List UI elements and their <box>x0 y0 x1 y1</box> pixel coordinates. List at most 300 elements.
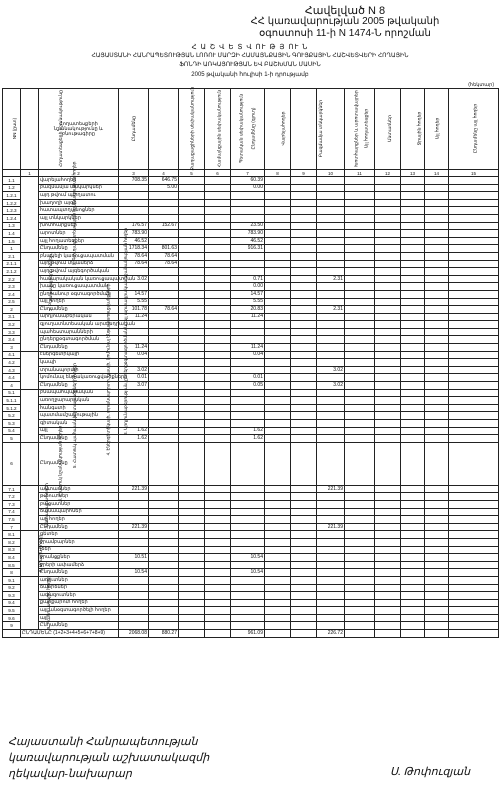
value-cell <box>179 268 205 276</box>
table-row <box>3 192 499 200</box>
value-cell <box>317 283 345 291</box>
value-cell <box>231 508 265 516</box>
value-cell <box>425 412 449 420</box>
row-number: 9.2 <box>3 584 21 592</box>
value-cell <box>375 516 401 524</box>
table-row <box>3 493 499 501</box>
value-cell <box>231 359 265 367</box>
row-name: քարքարոտ հողեր <box>39 599 119 607</box>
value-cell: 60.39 <box>231 177 265 185</box>
value-cell <box>345 184 375 192</box>
value-cell <box>401 230 425 238</box>
value-cell <box>149 607 179 615</box>
value-cell <box>375 222 401 230</box>
section-label: 3. Արդյունաբերության, ընդերքօգտագործման և այլ արտադրական նշանակության հողեր <box>122 228 128 436</box>
column-header-label: Վարելահողեր <box>280 111 286 146</box>
column-header-label: Այլ հողեր <box>434 117 440 140</box>
value-cell <box>425 607 449 615</box>
value-cell <box>291 500 317 508</box>
value-cell <box>119 192 149 200</box>
value-cell <box>425 230 449 238</box>
row-name: խաղողի այգի <box>39 199 119 207</box>
table-row <box>3 290 499 298</box>
value-cell: 176.57 <box>119 222 149 230</box>
value-cell <box>401 366 425 374</box>
value-cell <box>265 192 291 200</box>
value-cell <box>449 328 499 336</box>
row-name: պահեստարանների <box>39 328 119 336</box>
value-cell <box>149 614 179 622</box>
value-cell: 5.55 <box>231 298 265 306</box>
value-cell <box>179 184 205 192</box>
value-cell <box>375 382 401 390</box>
value-cell <box>205 351 231 359</box>
row-name: այլ հողեր <box>39 516 119 524</box>
value-cell <box>375 508 401 516</box>
value-cell <box>265 382 291 390</box>
value-cell <box>449 207 499 215</box>
value-cell <box>119 207 149 215</box>
value-cell <box>179 245 205 253</box>
row-name: այլ <box>39 427 119 435</box>
value-cell <box>401 306 425 314</box>
value-cell <box>291 252 317 260</box>
value-cell <box>205 283 231 291</box>
value-cell <box>265 427 291 435</box>
value-cell <box>425 485 449 493</box>
value-cell: 3.02 <box>317 382 345 390</box>
value-cell <box>265 207 291 215</box>
value-cell <box>205 230 231 238</box>
value-cell <box>149 366 179 374</box>
value-cell <box>317 493 345 501</box>
value-cell <box>265 607 291 615</box>
value-cell <box>425 435 449 443</box>
value-cell <box>179 290 205 298</box>
value-cell: 78.64 <box>119 252 149 260</box>
value-cell <box>317 397 345 405</box>
value-cell <box>449 382 499 390</box>
value-cell <box>265 184 291 192</box>
value-cell <box>317 245 345 253</box>
row-name: տրանսպորտի <box>39 366 119 374</box>
value-cell <box>179 420 205 428</box>
row-number: 8.1 <box>3 531 21 539</box>
value-cell: 78.64 <box>149 260 179 268</box>
value-cell <box>401 500 425 508</box>
value-cell <box>375 237 401 245</box>
column-header <box>375 89 401 170</box>
value-cell <box>179 389 205 397</box>
column-header-label: NN (ըստ) <box>12 117 18 140</box>
value-cell <box>231 321 265 329</box>
row-number: 7 <box>3 523 21 531</box>
value-cell <box>345 442 375 485</box>
value-cell <box>317 298 345 306</box>
value-cell <box>317 374 345 382</box>
value-cell <box>205 500 231 508</box>
row-name: այլ <box>39 614 119 622</box>
row-name: աղուտներ <box>39 576 119 584</box>
section-label: 4. Էներգետիկայի, տրանսպորտի, կապի, կոմունալ ենթակառուցվածքների <box>105 283 111 456</box>
value-cell <box>205 554 231 562</box>
value-cell <box>401 538 425 546</box>
row-name: ջրերի ափամերձ <box>39 561 119 569</box>
value-cell <box>231 328 265 336</box>
value-cell <box>401 607 425 615</box>
value-cell <box>401 237 425 245</box>
value-cell <box>449 306 499 314</box>
column-number: 10 <box>317 170 345 177</box>
value-cell <box>425 237 449 245</box>
value-cell <box>375 306 401 314</box>
value-cell <box>265 222 291 230</box>
value-cell <box>205 237 231 245</box>
value-cell <box>265 493 291 501</box>
value-cell <box>179 516 205 524</box>
row-number: 9 <box>3 622 21 630</box>
value-cell <box>345 207 375 215</box>
value-cell <box>449 366 499 374</box>
table-header-row <box>3 89 499 170</box>
value-cell <box>205 397 231 405</box>
table-row <box>3 237 499 245</box>
value-cell: 11.24 <box>119 313 149 321</box>
value-cell <box>231 336 265 344</box>
value-cell <box>375 184 401 192</box>
value-cell <box>205 508 231 516</box>
value-cell <box>291 508 317 516</box>
value-cell <box>317 230 345 238</box>
column-number: 6 <box>205 170 231 177</box>
value-cell <box>449 500 499 508</box>
value-cell <box>401 290 425 298</box>
value-cell <box>449 351 499 359</box>
value-cell <box>265 290 291 298</box>
value-cell <box>149 230 179 238</box>
value-cell <box>317 184 345 192</box>
value-cell <box>425 592 449 600</box>
value-cell <box>205 493 231 501</box>
table-row <box>3 321 499 329</box>
value-cell <box>291 177 317 185</box>
row-name: կոմունալ ենթակառուցվածքների <box>40 374 128 381</box>
row-name: գյուղատնտեսական արտադրական <box>40 321 136 328</box>
value-cell <box>317 576 345 584</box>
value-cell <box>375 374 401 382</box>
value-cell <box>401 561 425 569</box>
value-cell <box>425 321 449 329</box>
row-name: Ընդամենը <box>39 306 119 314</box>
value-cell <box>345 268 375 276</box>
value-cell <box>205 366 231 374</box>
row-number: 1.2 <box>3 184 21 192</box>
value-cell: 2.31 <box>317 306 345 314</box>
value-cell <box>265 538 291 546</box>
table-row <box>3 546 499 554</box>
total-row <box>3 630 499 638</box>
value-cell <box>425 222 449 230</box>
value-cell <box>149 290 179 298</box>
value-cell <box>149 192 179 200</box>
value-cell <box>375 283 401 291</box>
value-cell <box>401 328 425 336</box>
value-cell <box>449 538 499 546</box>
row-name: հանգստի <box>39 404 119 412</box>
value-cell <box>425 351 449 359</box>
value-cell: 708.35 <box>119 177 149 185</box>
total-value <box>449 630 499 638</box>
value-cell: 0.71 <box>231 275 265 283</box>
value-cell <box>265 420 291 428</box>
row-number: 3.4 <box>3 336 21 344</box>
value-cell <box>449 230 499 238</box>
value-cell <box>265 252 291 260</box>
signatory-name: Ս. Թոփուզյան <box>390 766 471 778</box>
value-cell <box>401 245 425 253</box>
value-cell <box>317 222 345 230</box>
row-name: այլ հողատեսքեր <box>39 237 119 245</box>
value-cell <box>449 592 499 600</box>
value-cell <box>401 531 425 539</box>
value-cell <box>265 622 291 630</box>
value-cell: 101.78 <box>119 306 149 314</box>
value-cell: 10.54 <box>119 569 149 577</box>
value-cell <box>345 252 375 260</box>
value-cell <box>425 260 449 268</box>
value-cell <box>265 500 291 508</box>
value-cell <box>149 283 179 291</box>
value-cell <box>205 344 231 352</box>
column-header-label: Այլ հողատեսքեր <box>363 108 369 149</box>
value-cell <box>345 493 375 501</box>
value-cell <box>149 531 179 539</box>
value-cell <box>449 493 499 501</box>
value-cell: 2.31 <box>317 275 345 283</box>
value-cell <box>231 538 265 546</box>
table-row <box>3 592 499 600</box>
value-cell <box>149 508 179 516</box>
value-cell <box>449 412 499 420</box>
value-cell <box>449 404 499 412</box>
value-cell <box>205 328 231 336</box>
value-cell <box>345 508 375 516</box>
row-name: խոտհարքներ <box>39 222 119 230</box>
table-row <box>3 523 499 531</box>
value-cell <box>291 427 317 435</box>
value-cell <box>231 260 265 268</box>
value-cell <box>291 397 317 405</box>
value-cell: 11.24 <box>231 344 265 352</box>
column-header <box>39 89 119 170</box>
value-cell <box>265 561 291 569</box>
column-header <box>449 89 499 170</box>
value-cell <box>179 275 205 283</box>
value-cell <box>205 516 231 524</box>
value-cell <box>425 199 449 207</box>
row-number: 2.1.2 <box>3 268 21 276</box>
value-cell <box>231 523 265 531</box>
value-cell <box>179 328 205 336</box>
value-cell <box>425 207 449 215</box>
value-cell <box>205 599 231 607</box>
value-cell: 1.62 <box>231 435 265 443</box>
value-cell <box>291 561 317 569</box>
value-cell <box>345 222 375 230</box>
total-value <box>375 630 401 638</box>
value-cell <box>375 538 401 546</box>
column-number: 12 <box>375 170 401 177</box>
column-header-label: Քաղաքացիների սեփականություն <box>189 86 195 171</box>
table-row <box>3 245 499 253</box>
signatory-title-line-1: Հայաստանի Հանրապետության <box>8 736 198 748</box>
value-cell <box>265 546 291 554</box>
value-cell <box>149 500 179 508</box>
appendix-number: Հավելված N 8 <box>304 5 386 17</box>
value-cell <box>317 584 345 592</box>
value-cell <box>179 283 205 291</box>
value-cell <box>425 546 449 554</box>
table-row <box>3 516 499 524</box>
value-cell <box>265 366 291 374</box>
row-number: 6 <box>3 442 21 485</box>
value-cell <box>401 192 425 200</box>
value-cell: 46.52 <box>231 237 265 245</box>
row-name: Ընդամենը <box>39 442 119 485</box>
table-row <box>3 576 499 584</box>
row-name: բնակելի կառուցապատման <box>39 252 119 260</box>
value-cell <box>265 576 291 584</box>
row-name: անտառներ <box>39 485 119 493</box>
value-cell <box>317 569 345 577</box>
table-row <box>3 306 499 314</box>
value-cell <box>149 622 179 630</box>
value-cell <box>425 252 449 260</box>
value-cell <box>449 298 499 306</box>
value-cell <box>345 389 375 397</box>
value-cell <box>401 298 425 306</box>
value-cell <box>317 561 345 569</box>
value-cell <box>345 584 375 592</box>
column-header <box>401 89 425 170</box>
value-cell <box>149 328 179 336</box>
value-cell <box>317 260 345 268</box>
row-number: 9.3 <box>3 592 21 600</box>
value-cell <box>265 569 291 577</box>
value-cell <box>425 214 449 222</box>
value-cell <box>401 268 425 276</box>
value-cell <box>425 275 449 283</box>
value-cell <box>205 260 231 268</box>
report-subtitle-1: ՀԱՅԱՍՏԱՆԻ ՀԱՆՐԱՊԵՏՈՒԹՅԱՆ ԼՈՌՈՒ ՄԱՐԶԻ ՀԱՄԱՅՆՔԱՅԻՆ ԳՈՒՅՔԱՅԻՆ ՀԱՇՎԵՏՎԵՐԻ ՀՈՂԱՅԻՆ <box>91 53 409 59</box>
value-cell <box>449 260 499 268</box>
row-number: 1.1 <box>3 177 21 185</box>
value-cell <box>291 622 317 630</box>
value-cell <box>179 622 205 630</box>
column-header <box>291 89 324 170</box>
value-cell <box>425 313 449 321</box>
value-cell: 221.39 <box>119 523 149 531</box>
value-cell <box>205 184 231 192</box>
row-name: Ընդամենը <box>39 344 119 352</box>
value-cell <box>425 404 449 412</box>
value-cell <box>179 214 205 222</box>
value-cell <box>265 599 291 607</box>
column-header-label: Ընդամենը <box>130 115 136 142</box>
value-cell <box>179 306 205 314</box>
table-row <box>3 344 499 352</box>
column-number <box>3 170 21 177</box>
value-cell <box>179 313 205 321</box>
value-cell <box>179 493 205 501</box>
value-cell <box>375 199 401 207</box>
value-cell <box>265 260 291 268</box>
value-cell <box>179 230 205 238</box>
value-cell <box>425 184 449 192</box>
row-number: 5.2 <box>3 412 21 420</box>
row-number: 3.2 <box>3 321 21 329</box>
column-number: 13 <box>401 170 425 177</box>
value-cell <box>205 382 231 390</box>
value-cell <box>425 516 449 524</box>
land-table <box>2 88 499 638</box>
value-cell <box>291 516 317 524</box>
value-cell <box>345 283 375 291</box>
value-cell <box>291 207 317 215</box>
row-name: այլ տնկարկներ <box>39 214 119 222</box>
value-cell <box>317 607 345 615</box>
value-cell <box>149 382 179 390</box>
value-cell <box>291 306 317 314</box>
row-name: Ընդամենը <box>39 523 119 531</box>
value-cell <box>401 576 425 584</box>
value-cell <box>119 516 149 524</box>
value-cell <box>265 298 291 306</box>
column-number: 14 <box>425 170 449 177</box>
value-cell: 1.62 <box>119 427 149 435</box>
column-number: 11 <box>345 170 375 177</box>
value-cell <box>179 546 205 554</box>
value-cell <box>291 576 317 584</box>
value-cell <box>375 569 401 577</box>
value-cell <box>291 592 317 600</box>
value-cell <box>149 576 179 584</box>
value-cell <box>375 500 401 508</box>
decision-line-1: ՀՀ կառավարության 2005 թվականի <box>250 16 440 27</box>
value-cell <box>231 442 265 485</box>
value-cell <box>425 366 449 374</box>
row-name: ջրանցքներ <box>39 554 119 562</box>
column-header-label: Պետական սեփականություն <box>238 93 244 164</box>
value-cell <box>119 599 149 607</box>
table-row <box>3 222 499 230</box>
value-cell: 14.57 <box>231 290 265 298</box>
value-cell <box>291 569 317 577</box>
value-cell <box>449 374 499 382</box>
value-cell <box>291 321 317 329</box>
value-cell <box>375 177 401 185</box>
value-cell <box>291 344 317 352</box>
value-cell <box>291 485 317 493</box>
value-cell <box>231 607 265 615</box>
row-name: պատմամշակութային <box>39 412 119 420</box>
value-cell <box>291 260 317 268</box>
value-cell <box>231 389 265 397</box>
row-number: 5.1.2 <box>3 404 21 412</box>
value-cell <box>205 427 231 435</box>
table-row <box>3 607 499 615</box>
value-cell: 78.64 <box>149 306 179 314</box>
